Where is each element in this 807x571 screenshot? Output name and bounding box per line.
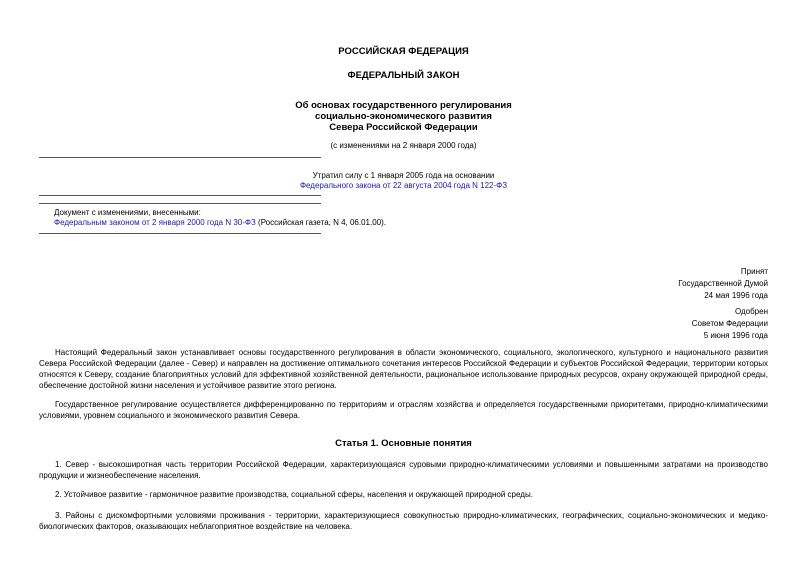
title-line-2: социально-экономического развития [315,111,492,122]
divider [39,233,321,234]
article-heading: Статья 1. Основные понятия [335,438,472,449]
repeal-note: Утратил силу с 1 января 2005 года на основании [312,171,495,180]
preamble-paragraph-2 [39,399,768,421]
divider [39,203,321,204]
document-type: ФЕДЕРАЛЬНЫЙ ЗАКОН [347,70,460,81]
title-line-3: Севера Российской Федерации [329,122,478,133]
amendment-source: (Российская газета, N 4, 06.01.00). [255,218,387,227]
article-item-2 [39,489,768,500]
adoption-accepted [568,266,768,302]
amendments-line [54,218,386,227]
repeal-law-link[interactable]: Федерального закона от 22 августа 2004 года N 122-ФЗ [299,181,508,190]
approved-date: 5 июня 1996 года [703,331,768,340]
divider [39,157,321,158]
article-item-text: 3. Районы с дискомфортными условиями проживания - территории, характеризующиеся совокупностью природно-климатических, географических, социально-экономических и медико-биологических факторов, оказывающих неблагоприятное воздействие на человека. [39,511,768,531]
adoption-approved [568,306,768,342]
article-item-text: 2. Устойчивое развитие - гармоничное развитие производства, социальной сферы, населения и окружающей природной среды. [55,490,533,499]
amendments-label: Документ с изменениями, внесенными: [54,208,201,217]
approved-label: Одобрен [734,307,768,316]
amendment-law-link[interactable]: Федеральным законом от 2 января 2000 года N 30-ФЗ [54,218,256,227]
title-line-1: Об основах государственного регулирования [295,100,512,111]
accepted-label: Принят [740,267,768,276]
changes-note: (с изменениями на 2 января 2000 года) [330,141,477,150]
accepted-body: Государственной Думой [678,279,768,288]
article-item-3 [39,510,768,532]
article-item-1 [39,459,768,481]
approved-body: Советом Федерации [691,319,768,328]
article-item-text: 1. Север - высокоширотная часть территории Российской Федерации, характеризующаяся суровыми природно-климатическими условиями и повышенными затратами на производство продукции и жизнеобеспечение населения. [39,460,768,480]
preamble-paragraph-1 [39,347,768,391]
country-heading: РОССИЙСКАЯ ФЕДЕРАЦИЯ [338,46,469,57]
preamble-text: Государственное регулирование осуществляется дифференцированно по территориям и отраслям хозяйства и определяется государственными приоритетами, природно-климатическими условиями, уровнем социального и экономического развития Севера. [39,400,768,420]
accepted-date: 24 мая 1996 года [704,291,768,300]
divider [39,195,321,196]
preamble-text: Настоящий Федеральный закон устанавливает основы государственного регулирования в области экономического, социального, экологического, культурного и национального развития Севера Российской Федерации (далее - Север) и направлен на достижение оптимального сочетания интересов Российской Федерации и субъектов Российской Федерации, территории которых относятся к Северу, создание благоприятных условий для эффективной хозяйственной деятельности, рациональное использование природных ресурсов, охрану окружающей природной среды, обеспечение достойной жизни населения и устойчивое развитие этого региона. [39,348,768,390]
